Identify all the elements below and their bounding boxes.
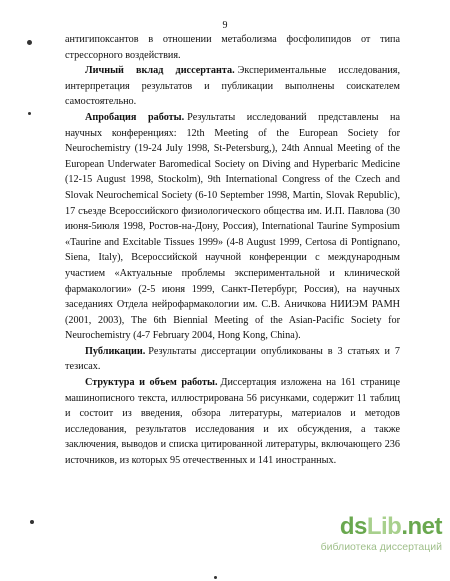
scan-speck (28, 112, 31, 115)
page-number: 9 (222, 20, 228, 31)
paragraph-structure (65, 375, 400, 469)
logo-tagline: библиотека диссертаций (320, 541, 442, 553)
paragraph-personal-contribution (65, 63, 400, 110)
logo-ds: ds (339, 513, 367, 540)
heading-structure: Структура и объем работы. (85, 377, 218, 389)
dslib-watermark[interactable] (294, 513, 442, 563)
text-publications: Результаты диссертации опубликованы в 3 статьях и 7 тезисах. (65, 345, 400, 373)
text-personal-contribution: Экспериментальные исследования, интерпретация результатов и публикации выполнены соискателем самостоятельно. (65, 65, 401, 108)
paragraph-stress-influence: антигипоксантов в отношении метаболизма фосфолипидов от типа стрессорного воздействия. (65, 34, 400, 61)
dslib-logo (294, 513, 442, 541)
scan-speck (30, 520, 34, 524)
text-approbation: Результаты исследований представлены на научных конференциях: 12th Meeting of the European Society for Neurochemistry (19-24 July 1998, St-Petersburg,), 24th Annual Meeting of the European Underwater Baromedical Society on Diving and Hyperbaric Medicine (12-15 August 1998, Stockolm), 9th International Congress of the Czech and Slovak Neurochemical Society (6-10 September 1998, Martin, Slovak Republic), 17 съезде Всероссийского физиологического общества им. И.П. Павлова (30 июня-5июля 1998, Ростов-на-Дону, Россия), International Taurine Symposium «Taurine and Excitable Tissues 1999» (4-8 August 1999, Certosa di Pontignano, Siena, Italy), Всероссийской научной конференции с международным участием «Актуальные проблемы экспериментальной и клинической фармакологии» (2-5 июня 1999, Санкт-Петербург, Россия), на научных заседаниях Отдела нейрофармакологии им. С.В. Аничкова НИИЭМ РАМН (2001, 2003), The 6th Biennial Meeting of the Asian-Pacific Society for Neurochemistry (4-7 February 2004, Hong Kong, China). (65, 111, 400, 342)
document-body (65, 32, 400, 469)
text-structure: Диссертация изложена на 161 странице машинописного текста, иллюстрирована 56 рисунками, содержит 11 таблиц и состоит из введения, обзора литературы, материалов и методов исследования, результатов исследования и их обсуждения, а также заключения, выводов и списка цитированной литературы, включающего 236 источников, из которых 95 отечественных и 141 иностранных. (65, 377, 400, 467)
heading-approbation: Апробация работы. (85, 111, 185, 123)
logo-lib: Lib (366, 513, 402, 540)
paragraph-approbation (65, 110, 400, 344)
paragraph-publications (65, 344, 400, 375)
scan-speck (27, 40, 32, 45)
heading-publications: Публикации. (85, 345, 146, 357)
heading-personal-contribution: Личный вклад диссертанта. (85, 65, 235, 77)
scan-speck (214, 576, 217, 579)
logo-net: .net (401, 513, 442, 540)
